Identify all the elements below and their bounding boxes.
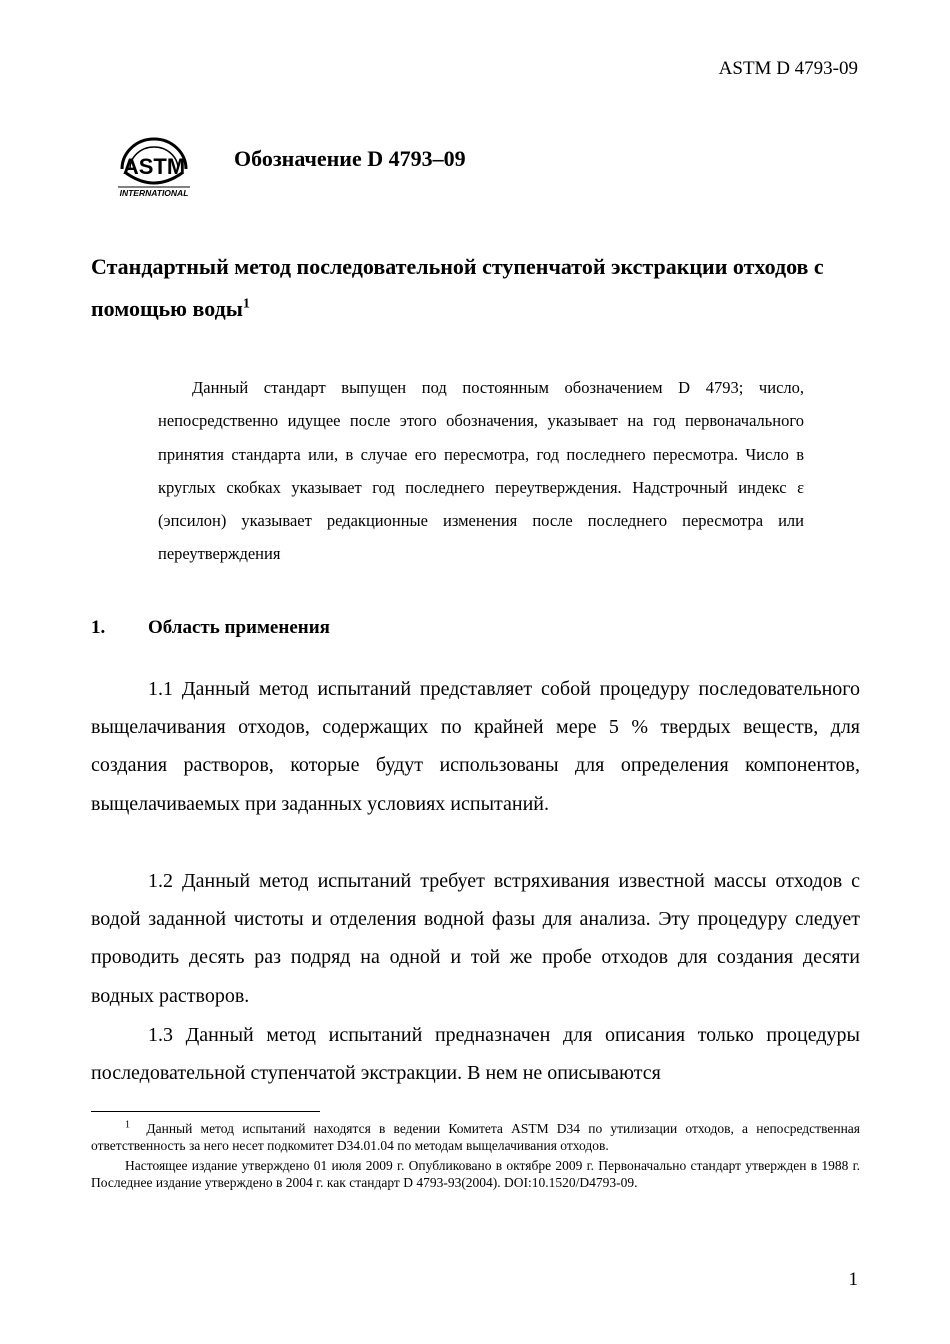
- footnote-divider: [91, 1111, 320, 1112]
- footnote-2: Настоящее издание утверждено 01 июля 2009 г. Опубликовано в октябре 2009 г. Первоначально стандарт утвержден в 1988 г. Последнее издание утверждено в 2004 г. как стандарт D 4793-93(2004). DOI:10.1520/D4793-09.: [91, 1158, 860, 1190]
- footnote-1: [91, 1120, 860, 1154]
- title-text: Стандартный метод последовательной ступенчатой экстракции отходов с помощью воды: [91, 254, 824, 321]
- footnote-1-text: Данный метод испытаний находятся в ведении Комитета ASTM D34 по утилизации отходов, а непосредственная ответственность за него несет подкомитет D34.01.04 по методам выщелачивания отходов.: [91, 1121, 861, 1153]
- footnote-mark: 1: [125, 1119, 130, 1131]
- astm-logo-icon: [112, 129, 196, 199]
- document-title: [91, 246, 871, 330]
- paragraph-1-1: 1.1 Данный метод испытаний представляет собой процедуру последовательного выщелачивания отходов, содержащих по крайней мере 5 % твердых веществ, для создания растворов, которые будут использованы для определения компонентов, выщелачиваемых при заданных условиях испытаний.: [91, 678, 860, 815]
- paragraph-1-2: 1.2 Данный метод испытаний требует встряхивания известной массы отходов с водой заданной чистоты и отделения водной фазы для анализа. Эту процедуру следует проводить десять раз подряд на одной и той же пробе отходов для создания десяти водных растворов.: [91, 870, 860, 1007]
- astm-logo: [112, 129, 196, 199]
- section-heading: [91, 617, 330, 639]
- title-footnote-mark: 1: [242, 296, 250, 312]
- logo-subtitle: INTERNATIONAL: [119, 188, 189, 198]
- paragraph-1-3: 1.3 Данный метод испытаний предназначен для описания только процедуры последовательной ступенчатой экстракции. В нем не описываются: [91, 1024, 860, 1085]
- designation-heading: Обозначение D 4793–09: [234, 146, 466, 171]
- document-code: ASTM D 4793-09: [718, 58, 858, 79]
- section-number: 1.: [91, 617, 106, 638]
- logo-text: ASTM: [122, 154, 186, 179]
- preamble-text: Данный стандарт выпущен под постоянным обозначением D 4793; число, непосредственно идущее после этого обозначения, указывает на год первоначального принятия стандарта или, в случае его пересмотра, год последнего пересмотра. Число в круглых скобках указывает год последнего переутверждения. Надстрочный индекс ε (эпсилон) указывает редакционные изменения после последнего пересмотра или переутверждения: [158, 378, 804, 564]
- section-title: Область применения: [148, 617, 330, 638]
- page-number: 1: [848, 1269, 858, 1290]
